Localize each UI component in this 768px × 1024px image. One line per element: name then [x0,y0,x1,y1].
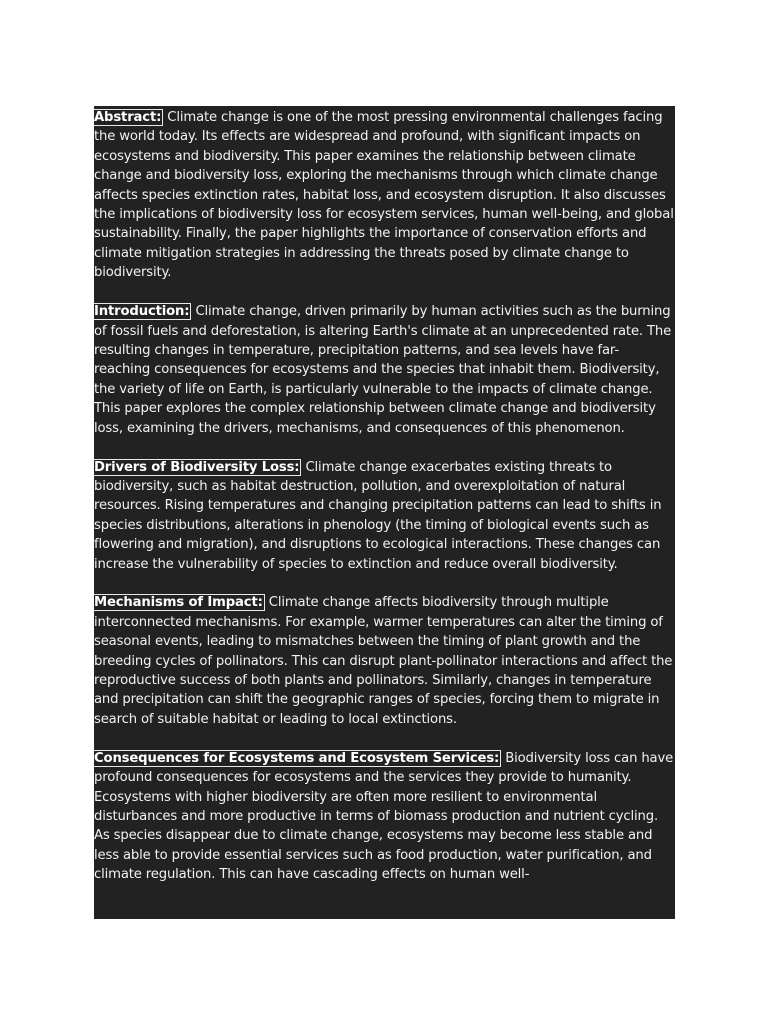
mechanisms-paragraph [94,593,675,729]
introduction-paragraph [94,302,675,438]
abstract-paragraph [94,108,675,283]
document-page [94,106,675,919]
introduction-heading: Introduction: [94,304,190,320]
abstract-heading: Abstract: [94,110,162,125]
drivers-paragraph [94,458,675,574]
consequences-heading: Consequences for Ecosystems and Ecosystem Services: [94,750,500,766]
drivers-text: Climate change exacerbates existing threats to biodiversity, such as habitat destruction, pollution, and overexploitation of natural resources. Rising temperatures and changing precipitation patterns can lead to shifts in species distributions, alterations in phenology (the timing of biological events such as flowering and migration), and disruptions to ecological interactions. These changes can increase the vulnerability of species to extinction and reduce overall biodiversity. [94,459,662,572]
drivers-heading: Drivers of Biodiversity Loss: [94,459,300,475]
abstract-text: Climate change is one of the most pressing environmental challenges facing the world today. Its effects are widespread and profound, with significant impacts on ecosystems and biodiversity. This paper examines the relationship between climate change and biodiversity loss, exploring the mechanisms through which climate change affects species extinction rates, habitat loss, and ecosystem disruption. It also discusses the implications of biodiversity loss for ecosystem services, human well-being, and global sustainability. Finally, the paper highlights the importance of conservation efforts and climate mitigation strategies in addressing the threats posed by climate change to biodiversity. [94,110,674,281]
document-body [94,106,675,904]
mechanisms-text: Climate change affects biodiversity through multiple interconnected mechanisms. For example, warmer temperatures can alter the timing of seasonal events, leading to mismatches between the timing of plant growth and the breeding cycles of pollinators. This can disrupt plant-pollinator interactions and affect the reproductive success of both plants and pollinators. Similarly, changes in temperature and precipitation can shift the geographic ranges of species, forcing them to migrate in search of suitable habitat or leading to local extinctions. [94,595,673,727]
introduction-text: Climate change, driven primarily by human activities such as the burning of fossil fuels and deforestation, is altering Earth's climate at an unprecedented rate. The resulting changes in temperature, precipitation patterns, and sea levels have far-reaching consequences for ecosystems and the species that inhabit them. Biodiversity, the variety of life on Earth, is particularly vulnerable to the impacts of climate change. This paper explores the complex relationship between climate change and biodiversity loss, examining the drivers, mechanisms, and consequences of this phenomenon. [94,304,672,436]
consequences-paragraph [94,749,675,885]
consequences-text: Biodiversity loss can have profound consequences for ecosystems and the services they provide to humanity. Ecosystems with higher biodiversity are often more resilient to environmental disturbances and more productive in terms of biomass production and nutrient cycling. As species disappear due to climate change, ecosystems may become less stable and less able to provide essential services such as food production, water purification, and climate regulation. This can have cascading effects on human well- [94,750,674,883]
mechanisms-heading: Mechanisms of Impact: [94,595,263,611]
